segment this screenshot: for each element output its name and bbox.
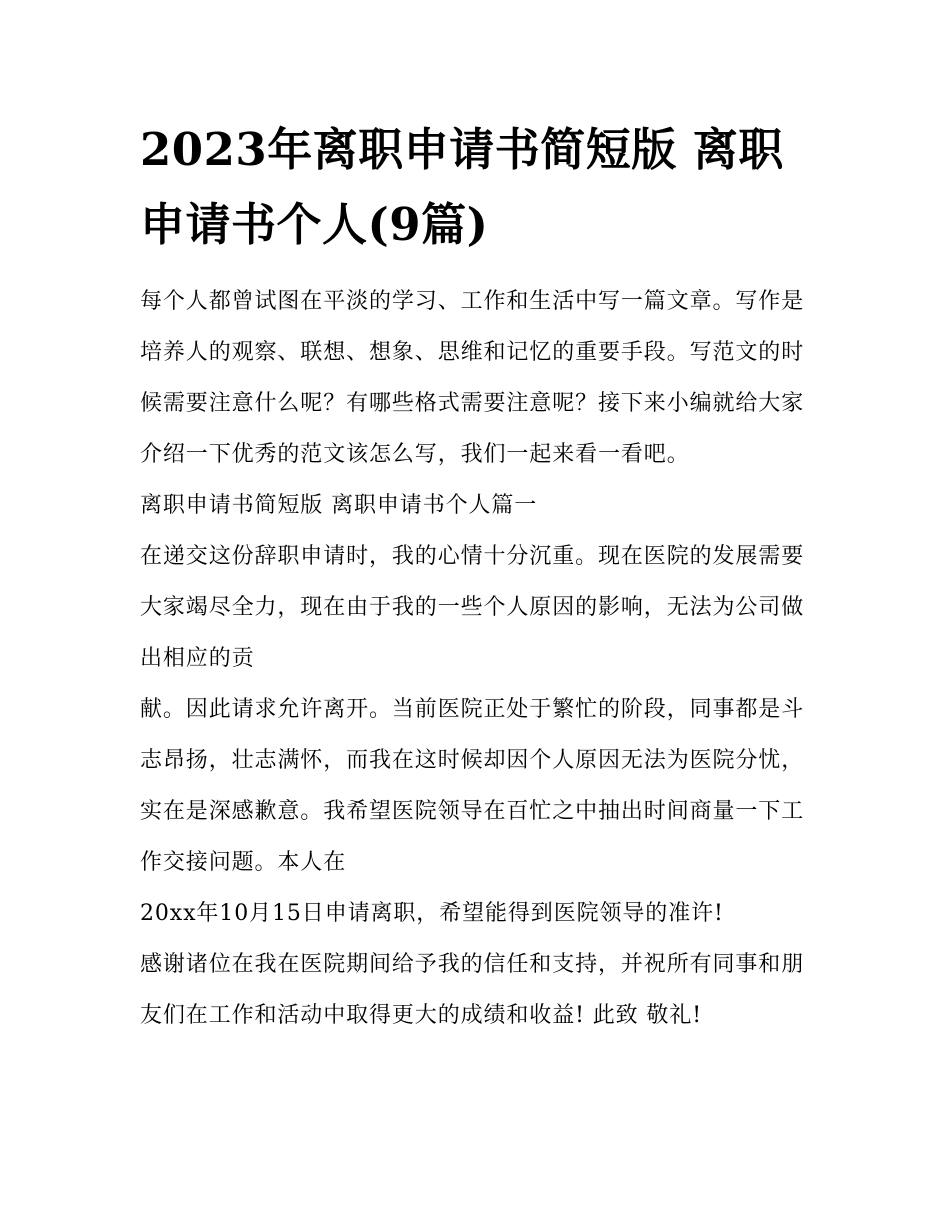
document-title: 2023年离职申请书简短版 离职申请书个人(9篇)	[140, 123, 784, 251]
section-heading: 离职申请书简短版 离职申请书个人篇一	[140, 493, 538, 518]
document-body	[140, 276, 816, 1041]
intro-paragraph: 每个人都曾试图在平淡的学习、工作和生活中写一篇文章。写作是培养人的观察、联想、想象、思维和记忆的重要手段。写范文的时候需要注意什么呢？有哪些格式需要注意呢？接下来小编就给大家介绍一下优秀的范文该怎么写，我们一起来看一看吧。	[140, 289, 805, 467]
body-paragraph: 感谢诸位在我在医院期间给予我的信任和支持，并祝所有同事和朋友们在工作和活动中取得更大的成绩和收益! 此致 敬礼!	[140, 952, 805, 1028]
body-paragraph: 20xx年10月15日申请离职，希望能得到医院领导的准许!	[140, 901, 724, 926]
body-paragraph: 在递交这份辞职申请时，我的心情十分沉重。现在医院的发展需要大家竭尽全力，现在由于我的一些个人原因的影响，无法为公司做出相应的贡	[140, 544, 805, 671]
body-paragraph: 献。因此请求允许离开。当前医院正处于繁忙的阶段，同事都是斗志昂扬，壮志满怀，而我在这时候却因个人原因无法为医院分忧，实在是深感歉意。我希望医院领导在百忙之中抽出时间商量一下工作交接问题。本人在	[140, 697, 805, 875]
